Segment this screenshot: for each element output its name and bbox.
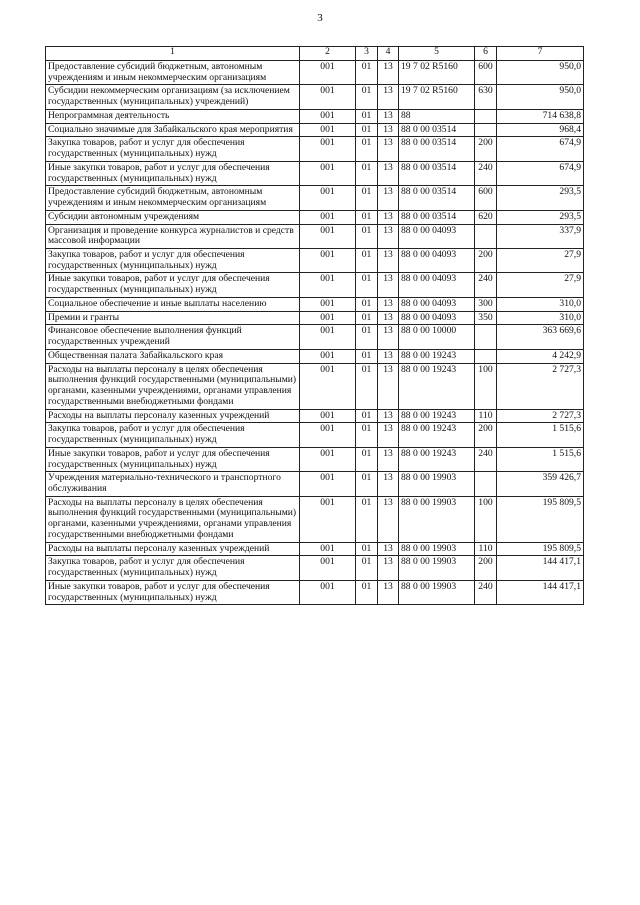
row-ministry-code: 001 [300,311,356,325]
row-section: 01 [356,85,378,109]
row-name: Предоставление субсидий бюджетным, автономным учреждениям и иным некоммерческим организациям [46,186,300,210]
row-name: Иные закупки товаров, работ и услуг для обеспечения государственных (муниципальных) нужд [46,447,300,471]
row-expense-type: 350 [475,311,497,325]
row-name: Общественная палата Забайкальского края [46,349,300,363]
row-expense-type [475,224,497,248]
row-amount: 2 727,3 [497,363,584,409]
row-amount: 950,0 [497,61,584,85]
budget-table [45,46,584,605]
row-amount: 27,9 [497,273,584,297]
row-expense-type: 110 [475,542,497,556]
table-row [46,325,584,349]
row-name: Предоставление субсидий бюджетным, автономным учреждениям и иным некоммерческим организациям [46,61,300,85]
row-expense-type: 600 [475,186,497,210]
row-subsection: 13 [378,496,399,542]
row-name: Субсидии некоммерческим организациям (за исключением государственных (муниципальных) учреждений) [46,85,300,109]
row-target-article: 88 0 00 04093 [399,224,475,248]
table-row [46,496,584,542]
row-amount: 337,9 [497,224,584,248]
row-target-article: 88 0 00 19243 [399,349,475,363]
row-subsection: 13 [378,161,399,185]
row-target-article: 88 0 00 04093 [399,273,475,297]
table-row [46,137,584,161]
table-row [46,186,584,210]
row-ministry-code: 001 [300,349,356,363]
row-amount: 968,4 [497,123,584,137]
row-subsection: 13 [378,273,399,297]
table-row [46,123,584,137]
table-row [46,109,584,123]
row-target-article: 88 0 00 04093 [399,311,475,325]
row-expense-type [475,123,497,137]
row-subsection: 13 [378,123,399,137]
row-target-article: 88 0 00 19243 [399,423,475,447]
row-subsection: 13 [378,325,399,349]
row-name: Финансовое обеспечение выполнения функций государственных учреждений [46,325,300,349]
row-section: 01 [356,224,378,248]
row-ministry-code: 001 [300,273,356,297]
row-subsection: 13 [378,580,399,604]
table-row [46,447,584,471]
row-subsection: 13 [378,349,399,363]
table-row [46,580,584,604]
row-subsection: 13 [378,249,399,273]
row-subsection: 13 [378,109,399,123]
header-col-2: 2 [300,47,356,61]
row-section: 01 [356,311,378,325]
table-row [46,210,584,224]
row-ministry-code: 001 [300,85,356,109]
row-section: 01 [356,542,378,556]
row-amount: 195 809,5 [497,542,584,556]
row-name: Закупка товаров, работ и услуг для обеспечения государственных (муниципальных) нужд [46,423,300,447]
row-expense-type: 200 [475,137,497,161]
row-name: Социальное обеспечение и иные выплаты населению [46,297,300,311]
row-section: 01 [356,161,378,185]
row-amount: 1 515,6 [497,447,584,471]
row-ministry-code: 001 [300,61,356,85]
row-expense-type: 240 [475,161,497,185]
row-amount: 144 417,1 [497,580,584,604]
row-section: 01 [356,423,378,447]
row-subsection: 13 [378,297,399,311]
row-target-article: 88 0 00 19903 [399,472,475,496]
row-amount: 4 242,9 [497,349,584,363]
row-subsection: 13 [378,61,399,85]
row-ministry-code: 001 [300,472,356,496]
row-ministry-code: 001 [300,137,356,161]
row-ministry-code: 001 [300,161,356,185]
row-expense-type: 620 [475,210,497,224]
row-target-article: 88 0 00 03514 [399,123,475,137]
row-subsection: 13 [378,224,399,248]
table-row [46,273,584,297]
row-name: Закупка товаров, работ и услуг для обеспечения государственных (муниципальных) нужд [46,556,300,580]
row-name: Организация и проведение конкурса журналистов и средств массовой информации [46,224,300,248]
table-row [46,61,584,85]
row-section: 01 [356,349,378,363]
row-expense-type: 200 [475,556,497,580]
row-target-article: 88 0 00 03514 [399,186,475,210]
table-row [46,249,584,273]
row-subsection: 13 [378,186,399,210]
table-row [46,85,584,109]
row-target-article: 19 7 02 R5160 [399,85,475,109]
row-expense-type: 200 [475,423,497,447]
row-ministry-code: 001 [300,249,356,273]
row-amount: 293,5 [497,210,584,224]
table-body [46,61,584,605]
row-amount: 674,9 [497,137,584,161]
table-row [46,556,584,580]
row-target-article: 88 0 00 19903 [399,542,475,556]
row-name: Расходы на выплаты персоналу в целях обеспечения выполнения функций государственными (муниципальными) органами, казенными учреждениями, органами управления государственными внебюджетными фондами [46,363,300,409]
row-target-article: 88 0 00 19243 [399,363,475,409]
row-section: 01 [356,556,378,580]
header-col-4: 4 [378,47,399,61]
row-name: Иные закупки товаров, работ и услуг для обеспечения государственных (муниципальных) нужд [46,161,300,185]
table-row [46,409,584,423]
row-ministry-code: 001 [300,109,356,123]
row-expense-type: 300 [475,297,497,311]
row-subsection: 13 [378,409,399,423]
row-target-article: 88 0 00 03514 [399,161,475,185]
row-expense-type [475,109,497,123]
row-target-article: 88 0 00 19243 [399,447,475,471]
row-amount: 2 727,3 [497,409,584,423]
row-expense-type [475,325,497,349]
row-expense-type [475,349,497,363]
row-subsection: 13 [378,137,399,161]
row-expense-type: 100 [475,363,497,409]
row-name: Субсидии автономным учреждениям [46,210,300,224]
row-expense-type: 240 [475,580,497,604]
row-amount: 363 669,6 [497,325,584,349]
row-section: 01 [356,109,378,123]
row-target-article: 88 0 00 03514 [399,137,475,161]
row-expense-type: 200 [475,249,497,273]
row-expense-type: 100 [475,496,497,542]
row-subsection: 13 [378,556,399,580]
row-name: Иные закупки товаров, работ и услуг для обеспечения государственных (муниципальных) нужд [46,580,300,604]
row-name: Иные закупки товаров, работ и услуг для обеспечения государственных (муниципальных) нужд [46,273,300,297]
row-name: Расходы на выплаты персоналу казенных учреждений [46,542,300,556]
header-col-7: 7 [497,47,584,61]
table-row [46,363,584,409]
row-expense-type: 630 [475,85,497,109]
row-section: 01 [356,496,378,542]
row-subsection: 13 [378,85,399,109]
row-ministry-code: 001 [300,224,356,248]
row-name: Премии и гранты [46,311,300,325]
row-expense-type: 240 [475,447,497,471]
row-target-article: 19 7 02 R5160 [399,61,475,85]
row-amount: 195 809,5 [497,496,584,542]
row-section: 01 [356,580,378,604]
row-amount: 310,0 [497,311,584,325]
row-expense-type [475,472,497,496]
row-ministry-code: 001 [300,447,356,471]
page-number: 3 [317,12,323,24]
row-amount: 293,5 [497,186,584,210]
row-section: 01 [356,363,378,409]
row-amount: 359 426,7 [497,472,584,496]
row-subsection: 13 [378,472,399,496]
row-subsection: 13 [378,447,399,471]
table-row [46,542,584,556]
row-ministry-code: 001 [300,496,356,542]
row-amount: 950,0 [497,85,584,109]
row-ministry-code: 001 [300,123,356,137]
row-ministry-code: 001 [300,186,356,210]
row-section: 01 [356,61,378,85]
row-section: 01 [356,273,378,297]
row-section: 01 [356,137,378,161]
row-ministry-code: 001 [300,542,356,556]
row-ministry-code: 001 [300,210,356,224]
row-name: Непрограммная деятельность [46,109,300,123]
row-name: Закупка товаров, работ и услуг для обеспечения государственных (муниципальных) нужд [46,249,300,273]
row-name: Закупка товаров, работ и услуг для обеспечения государственных (муниципальных) нужд [46,137,300,161]
table-row [46,161,584,185]
row-section: 01 [356,447,378,471]
row-section: 01 [356,472,378,496]
row-target-article: 88 0 00 04093 [399,249,475,273]
row-target-article: 88 0 00 19903 [399,580,475,604]
row-ministry-code: 001 [300,363,356,409]
row-subsection: 13 [378,363,399,409]
header-col-3: 3 [356,47,378,61]
row-amount: 714 638,8 [497,109,584,123]
row-subsection: 13 [378,210,399,224]
table-row [46,224,584,248]
row-ministry-code: 001 [300,297,356,311]
header-col-6: 6 [475,47,497,61]
row-amount: 674,9 [497,161,584,185]
row-ministry-code: 001 [300,580,356,604]
row-section: 01 [356,186,378,210]
row-target-article: 88 0 00 19243 [399,409,475,423]
row-target-article: 88 0 00 19903 [399,496,475,542]
table-row [46,297,584,311]
row-target-article: 88 [399,109,475,123]
row-target-article: 88 0 00 10000 [399,325,475,349]
row-amount: 310,0 [497,297,584,311]
row-section: 01 [356,409,378,423]
row-section: 01 [356,123,378,137]
row-ministry-code: 001 [300,423,356,447]
row-subsection: 13 [378,542,399,556]
row-ministry-code: 001 [300,325,356,349]
row-subsection: 13 [378,423,399,447]
row-expense-type: 600 [475,61,497,85]
table-row [46,311,584,325]
row-target-article: 88 0 00 19903 [399,556,475,580]
row-target-article: 88 0 00 03514 [399,210,475,224]
row-section: 01 [356,249,378,273]
header-col-5: 5 [399,47,475,61]
row-section: 01 [356,297,378,311]
row-expense-type: 240 [475,273,497,297]
row-section: 01 [356,325,378,349]
row-amount: 27,9 [497,249,584,273]
row-name: Социально значимые для Забайкальского края мероприятия [46,123,300,137]
row-section: 01 [356,210,378,224]
row-name: Расходы на выплаты персоналу казенных учреждений [46,409,300,423]
row-target-article: 88 0 00 04093 [399,297,475,311]
table-header [46,47,584,61]
header-col-1: 1 [46,47,300,61]
row-name: Учреждения материально-технического и транспортного обслуживания [46,472,300,496]
table-row [46,472,584,496]
row-amount: 144 417,1 [497,556,584,580]
table-row [46,349,584,363]
row-subsection: 13 [378,311,399,325]
row-ministry-code: 001 [300,409,356,423]
table-row [46,423,584,447]
row-ministry-code: 001 [300,556,356,580]
header-row [46,47,584,61]
row-expense-type: 110 [475,409,497,423]
row-name: Расходы на выплаты персоналу в целях обеспечения выполнения функций государственными (муниципальными) органами, казенными учреждениями, органами управления государственными внебюджетными фондами [46,496,300,542]
row-amount: 1 515,6 [497,423,584,447]
